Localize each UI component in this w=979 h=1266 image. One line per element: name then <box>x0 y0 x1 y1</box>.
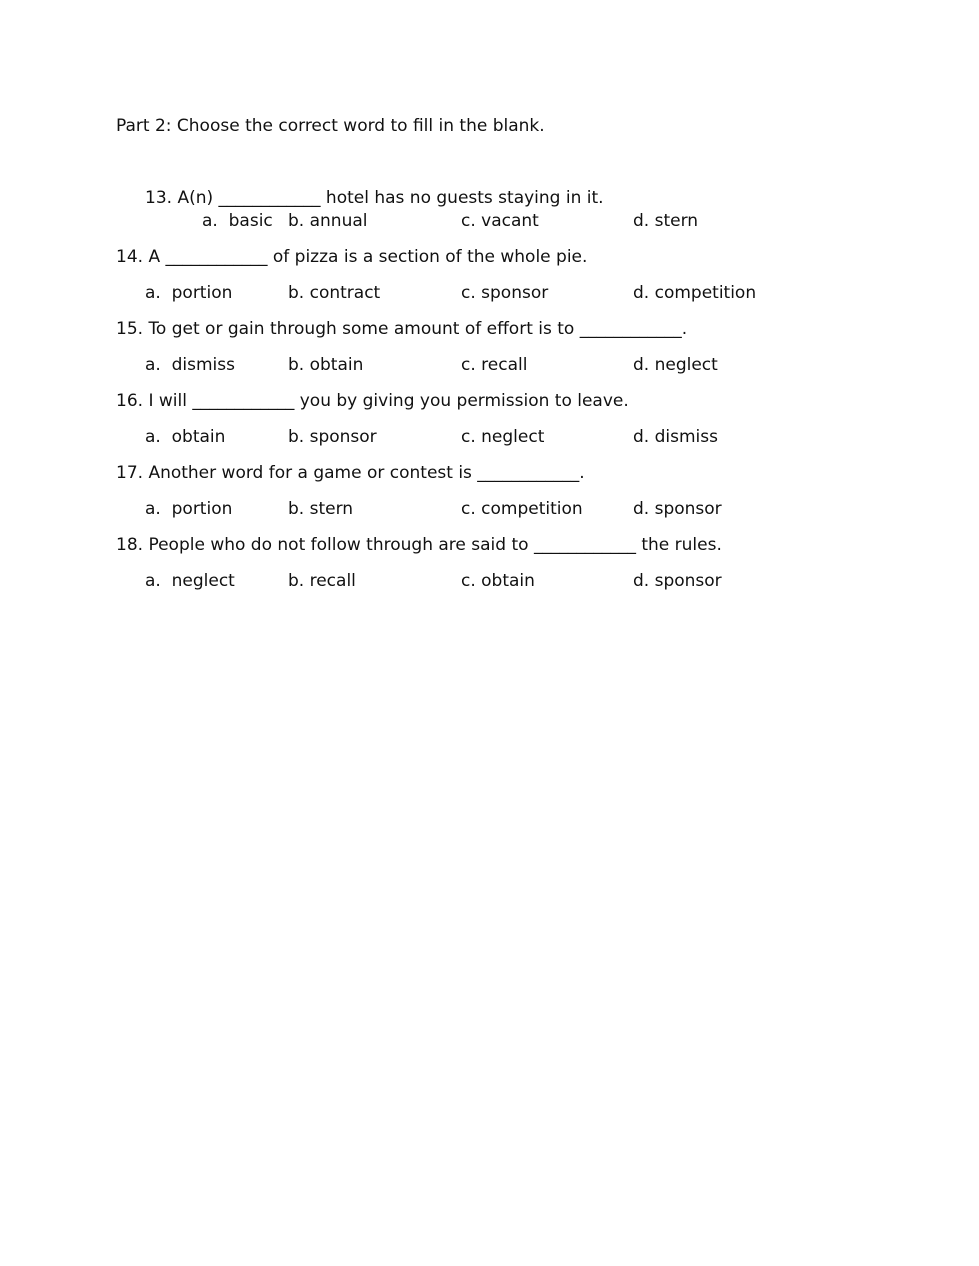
question-14-option-d: d. competition <box>633 283 757 303</box>
question-17-option-c: c. competition <box>461 499 583 519</box>
question-18-text: 18. People who do not follow through are said to ____________ the rules. <box>116 535 722 555</box>
question-13-option-b: b. annual <box>288 211 368 231</box>
question-17-option-b: b. stern <box>288 499 354 519</box>
question-16-option-d: d. dismiss <box>633 427 718 447</box>
question-16-option-a: a. obtain <box>145 427 226 447</box>
question-16-text: 16. I will ____________ you by giving you permission to leave. <box>116 391 629 411</box>
question-14-option-c: c. sponsor <box>461 283 549 303</box>
question-18-option-c: c. obtain <box>461 571 535 591</box>
question-13-option-d: d. stern <box>633 211 699 231</box>
question-15-option-d: d. neglect <box>633 355 718 375</box>
question-15-option-b: b. obtain <box>288 355 364 375</box>
question-16-option-c: c. neglect <box>461 427 545 447</box>
question-13-text: 13. A(n) ____________ hotel has no guests staying in it. <box>145 188 604 208</box>
question-14-option-a: a. portion <box>145 283 233 303</box>
question-13-option-c: c. vacant <box>461 211 539 231</box>
question-18-option-a: a. neglect <box>145 571 235 591</box>
question-15-option-a: a. dismiss <box>145 355 235 375</box>
question-15-text: 15. To get or gain through some amount of effort is to ____________. <box>116 319 688 339</box>
question-16-option-b: b. sponsor <box>288 427 377 447</box>
question-14-text: 14. A ____________ of pizza is a section of the whole pie. <box>116 247 588 267</box>
question-18-option-b: b. recall <box>288 571 356 591</box>
question-14-option-b: b. contract <box>288 283 381 303</box>
question-18-option-d: d. sponsor <box>633 571 722 591</box>
question-17-option-a: a. portion <box>145 499 233 519</box>
instructions-heading: Part 2: Choose the correct word to fill in the blank. <box>116 116 545 136</box>
question-17-option-d: d. sponsor <box>633 499 722 519</box>
question-13-option-a: a. basic <box>202 211 273 231</box>
question-15-option-c: c. recall <box>461 355 528 375</box>
question-17-text: 17. Another word for a game or contest is ____________. <box>116 463 585 483</box>
